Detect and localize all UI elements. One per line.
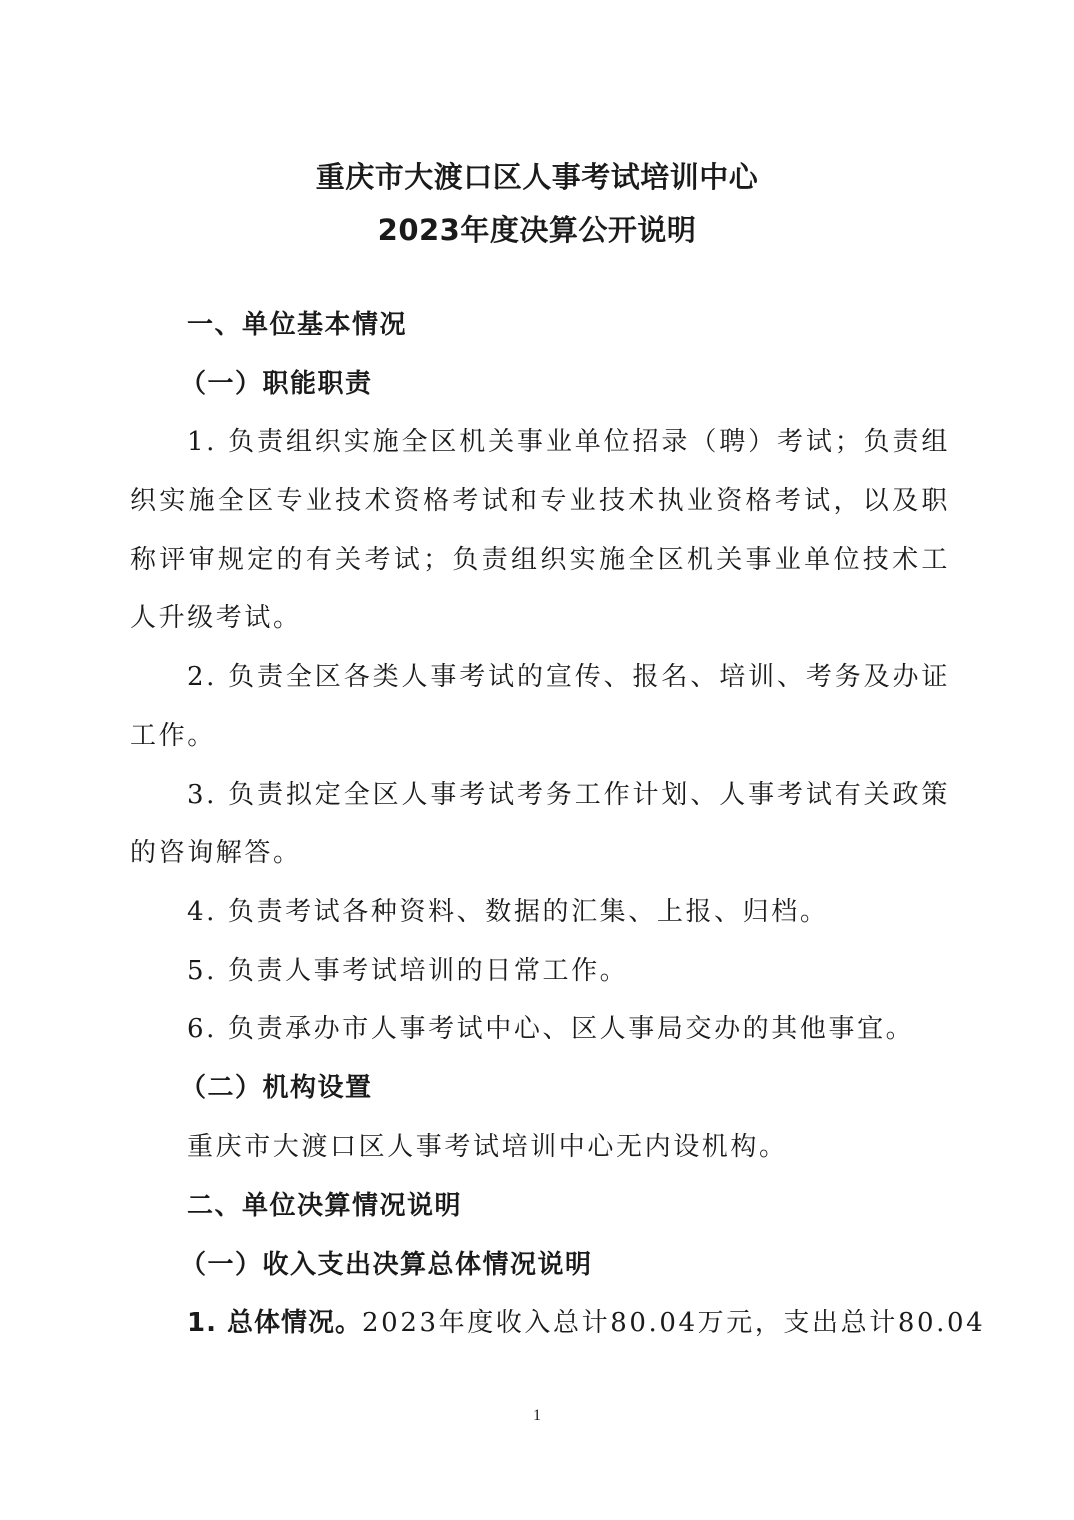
document-title-line-2: 2023年度决算公开说明 bbox=[377, 213, 697, 247]
duty-1-line-3: 称评审规定的有关考试；负责组织实施全区机关事业单位技术工 bbox=[130, 545, 950, 575]
document-title-line-1: 重庆市大渡口区人事考试培训中心 bbox=[315, 160, 759, 194]
section-heading-unit-basics: 一、单位基本情况 bbox=[187, 310, 408, 340]
duty-1-line-1: 1. 负责组织实施全区机关事业单位招录（聘）考试；负责组 bbox=[187, 427, 950, 457]
duty-2-line-2: 工作。 bbox=[130, 721, 216, 751]
organization-text: 重庆市大渡口区人事考试培训中心无内设机构。 bbox=[187, 1132, 788, 1162]
duty-2-line-1: 2. 负责全区各类人事考试的宣传、报名、培训、考务及办证 bbox=[187, 662, 950, 692]
duty-3-line-1: 3. 负责拟定全区人事考试考务工作计划、人事考试有关政策 bbox=[187, 780, 950, 810]
subsection-heading-organization: （二）机构设置 bbox=[180, 1073, 373, 1103]
overall-situation-lead: 1. 总体情况。 bbox=[187, 1308, 363, 1338]
duty-1-line-4: 人升级考试。 bbox=[130, 603, 302, 633]
duty-3-line-2: 的咨询解答。 bbox=[130, 838, 302, 868]
section-heading-final-accounts: 二、单位决算情况说明 bbox=[187, 1191, 463, 1221]
subsection-heading-income-expenditure: （一）收入支出决算总体情况说明 bbox=[180, 1250, 593, 1280]
duty-5: 5. 负责人事考试培训的日常工作。 bbox=[187, 956, 629, 986]
duty-6: 6. 负责承办市人事考试中心、区人事局交办的其他事宜。 bbox=[187, 1014, 915, 1044]
subsection-heading-duties: （一）职能职责 bbox=[180, 369, 373, 399]
page-number: 1 bbox=[533, 1407, 541, 1424]
duty-1-line-2: 织实施全区专业技术资格考试和专业技术执业资格考试，以及职 bbox=[130, 486, 950, 516]
overall-situation-paragraph bbox=[187, 1303, 986, 1343]
overall-situation-text: 2023年度收入总计80.04万元，支出总计80.04 bbox=[362, 1308, 986, 1338]
duty-4: 4. 负责考试各种资料、数据的汇集、上报、归档。 bbox=[187, 897, 829, 927]
